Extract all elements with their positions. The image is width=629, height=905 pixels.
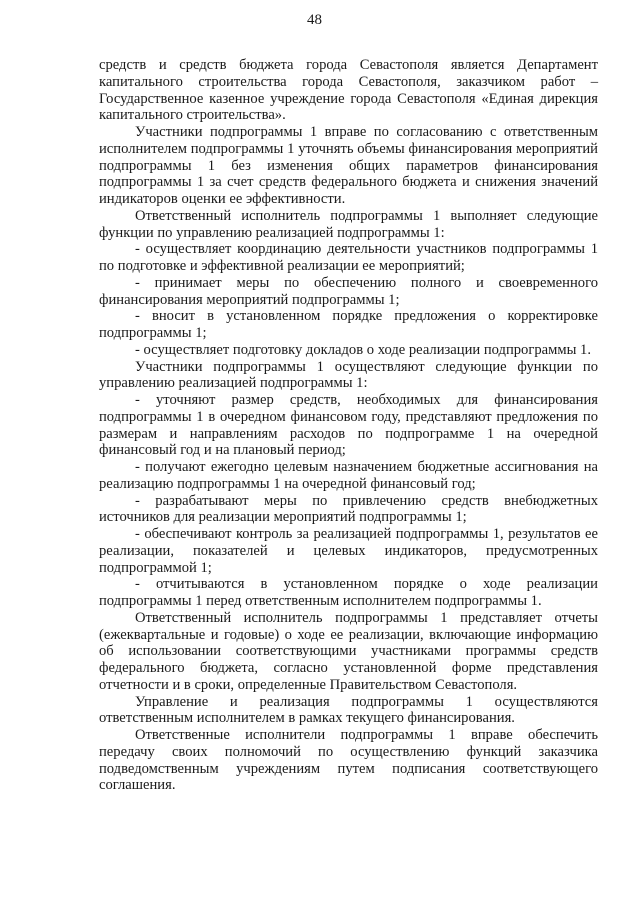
- list-item: - получают ежегодно целевым назначением бюджетные ассигнования на реализацию подпрограммы 1 на очередной финансовый год;: [99, 459, 598, 492]
- document-body: [99, 57, 598, 794]
- list-item: - отчитываются в установленном порядке о ходе реализации подпрограммы 1 перед ответственным исполнителем подпрограммы 1.: [99, 576, 598, 609]
- paragraph-2: Участники подпрограммы 1 вправе по согласованию с ответственным исполнителем подпрограммы 1 уточнять объемы финансирования мероприятий подпрограммы 1 без изменения общих параметров финансирования подпрограммы 1 за счет средств федерального бюджета и снижения значений индикаторов оценки ее эффективности.: [99, 124, 598, 207]
- list-item: - обеспечивают контроль за реализацией подпрограммы 1, результатов ее реализации, показателей и целевых индикаторов, предусмотренных подпрограммой 1;: [99, 526, 598, 576]
- paragraph-16: Ответственные исполнители подпрограммы 1 вправе обеспечить передачу своих полномочий по осуществлению функций заказчика подведомственным учреждениям путем подписания соответствующего соглашения.: [99, 727, 598, 794]
- page-number: 48: [307, 12, 322, 28]
- list-item: - принимает меры по обеспечению полного и своевременного финансирования мероприятий подпрограммы 1;: [99, 274, 598, 308]
- paragraph-1: средств и средств бюджета города Севастополя является Департамент капитального строительства города Севастополя, заказчиком работ – Государственное казенное учреждение города Севастополя «Единая дирекция капитального строительства».: [99, 57, 598, 124]
- paragraph-3: Ответственный исполнитель подпрограммы 1 выполняет следующие функции по управлению реализацией подпрограммы 1:: [99, 207, 598, 241]
- list-item: - осуществляет координацию деятельности участников подпрограммы 1 по подготовке и эффективной реализации ее мероприятий;: [99, 241, 598, 274]
- paragraph-15: Управление и реализация подпрограммы 1 осуществляются ответственным исполнителем в рамках текущего финансирования.: [99, 693, 598, 727]
- list-item: - осуществляет подготовку докладов о ходе реализации подпрограммы 1.: [135, 341, 591, 358]
- paragraph-8: Участники подпрограммы 1 осуществляют следующие функции по управлению реализацией подпрограммы 1:: [99, 358, 598, 392]
- list-item: - разрабатывают меры по привлечению средств внебюджетных источников для реализации мероприятий подпрограммы 1;: [99, 492, 598, 526]
- paragraph-14: Ответственный исполнитель подпрограммы 1 представляет отчеты (ежеквартальные и годовые) о ходе ее реализации, включающие информацию об использовании соответствующими участниками программы средств федерального бюджета, согласно установленной форме представления отчетности и в сроки, определенные Правительством Севастополя.: [99, 609, 598, 693]
- list-item: - уточняют размер средств, необходимых для финансирования подпрограммы 1 в очередном финансовом году, представляют предложения по размерам и направлениям расходов по подпрограмме 1 на очередной финансовый год и на плановый период;: [99, 392, 598, 459]
- list-item: - вносит в установленном порядке предложения о корректировке подпрограммы 1;: [99, 308, 598, 341]
